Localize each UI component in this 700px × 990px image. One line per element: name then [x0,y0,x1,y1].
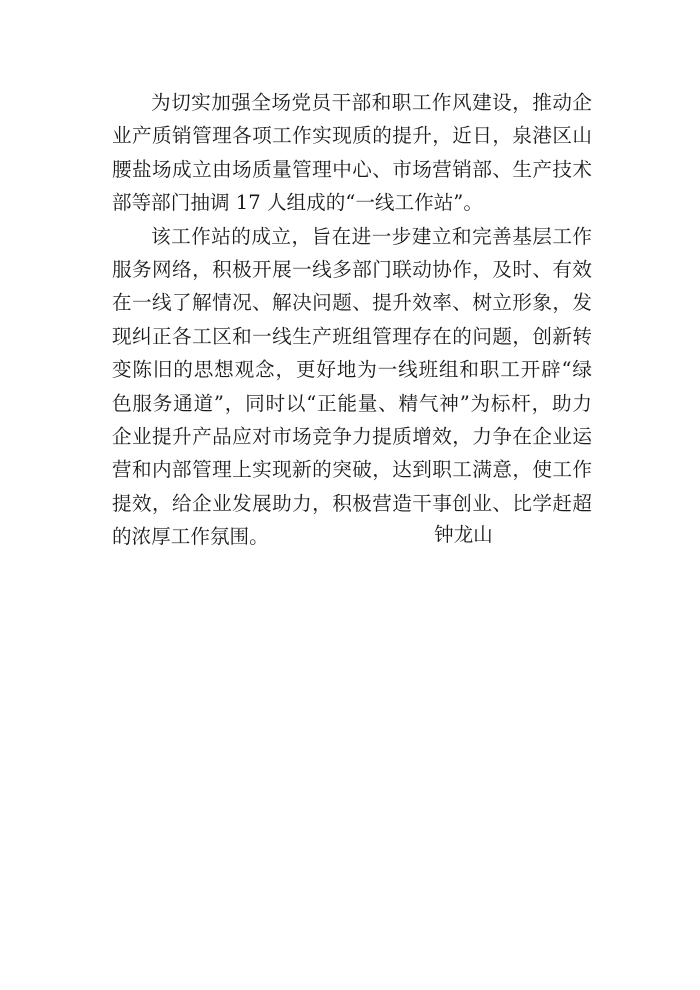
paragraph-2: 该工作站的成立，旨在进一步建立和完善基层工作服务网络，积极开展一线多部门联动协作，及时、有效在一线了解情况、解决问题、提升效率、树立形象，发现纠正各工区和一线生产班组管理存在的问题，创新转变陈旧的思想观念，更好地为一线班组和职工开辟“绿色服务通道”，同时以“正能量、精气神”为标杆，助力企业提升产品应对市场竞争力提质增效，力争在企业运营和内部管理上实现新的突破，达到职工满意，使工作提效，给企业发展助力，积极营造干事创业、比学赶超的浓厚工作氛围。 [112,224,592,549]
article-body [112,86,592,554]
paragraph-1: 为切实加强全场党员干部和职工作风建设，推动企业产质销管理各项工作实现质的提升，近日，泉港区山腰盐场成立由场质量管理中心、市场营销部、生产技术部等部门抽调 17 人组成的“一线工作站”。 [112,91,592,215]
author-signature: 钟龙山 [434,523,493,546]
